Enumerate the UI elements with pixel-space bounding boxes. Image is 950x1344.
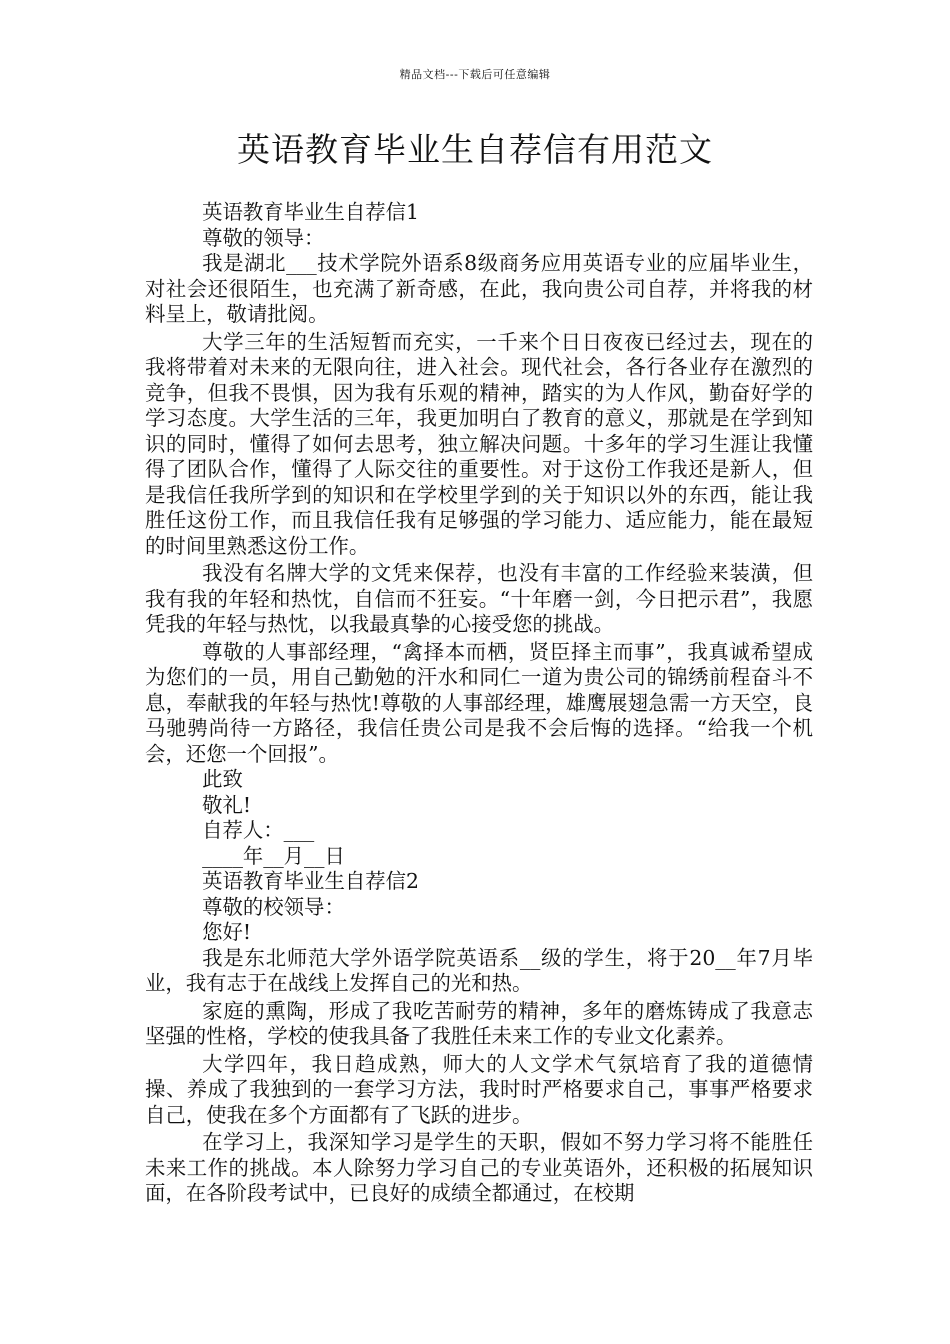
body-paragraph: 我是湖北___技术学院外语系8级商务应用英语专业的应届毕业生，对社会还很陌生，也充满了新奇感，在此，我向贵公司自荐，并将我的材料呈上，敬请批阅。 bbox=[145, 251, 813, 326]
closing-line: 此致 bbox=[202, 767, 243, 791]
greeting: 您好! bbox=[202, 920, 252, 944]
letter-heading-1: 英语教育毕业生自荐信1 bbox=[202, 200, 419, 224]
body-paragraph: 我没有名牌大学的文凭来保荐，也没有丰富的工作经验来装潢，但我有我的年轻和热忱，自信而不狂妄。“十年磨一剑，今日把示君”，我愿凭我的年轻与热忱，以我最真挚的心接受您的挑战。 bbox=[145, 561, 813, 636]
date-line: ____年__月__日 bbox=[202, 843, 345, 868]
closing-regards: 敬礼! bbox=[202, 792, 252, 817]
salutation: 尊敬的校领导： bbox=[202, 894, 345, 919]
letter-heading-2: 英语教育毕业生自荐信2 bbox=[202, 869, 419, 893]
body-paragraph: 家庭的熏陶，形成了我吃苦耐劳的精神，多年的磨炼铸成了我意志坚强的性格，学校的使我具备了我胜任未来工作的专业文化素养。 bbox=[145, 998, 813, 1048]
salutation: 尊敬的领导： bbox=[202, 225, 325, 250]
body-paragraph: 在学习上，我深知学习是学生的天职，假如不努力学习将不能胜任未来工作的挑战。本人除努力学习自己的专业英语外，还积极的拓展知识面，在各阶段考试中，已良好的成绩全都通过，在校期 bbox=[145, 1130, 813, 1205]
body-paragraph: 大学四年，我日趋成熟，师大的人文学术气氛培育了我的道德情操、养成了我独到的一套学习方法，我时时严格要求自己，事事严格要求自己，使我在多个方面都有了飞跃的进步。 bbox=[145, 1051, 813, 1127]
signature-line: 自荐人：___ bbox=[202, 818, 315, 842]
document-body bbox=[145, 200, 813, 1207]
document-title: 英语教育毕业生自荐信有用范文 bbox=[237, 130, 713, 169]
page-header-note: 精品文档---下载后可任意编辑 bbox=[399, 68, 551, 81]
body-paragraph: 尊敬的人事部经理，“禽择本而栖，贤臣择主而事”，我真诚希望成为您们的一员，用自己勤勉的汗水和同仁一道为贵公司的锦绣前程奋斗不息，奉献我的年轻与热忱!尊敬的人事部经理，雄鹰展翅急需一方天空，良马驰骋尚待一方路径，我信任贵公司是我不会后悔的选择。“给我一个机会，还您一个回报”。 bbox=[145, 639, 813, 766]
body-paragraph: 大学三年的生活短暂而充实，一千来个日日夜夜已经过去，现在的我将带着对未来的无限向往，进入社会。现代社会，各行各业存在激烈的竞争，但我不畏惧，因为我有乐观的精神，踏实的为人作风，勤奋好学的学习态度。大学生活的三年，我更加明白了教育的意义，那就是在学到知识的同时，懂得了如何去思考，独立解决问题。十多年的学习生涯让我懂得了团队合作，懂得了人际交往的重要性。对于这份工作我还是新人，但是我信任我所学到的知识和在学校里学到的关于知识以外的东西，能让我胜任这份工作，而且我信任我有足够强的学习能力、适应能力，能在最短的时间里熟悉这份工作。 bbox=[145, 329, 813, 558]
body-paragraph: 我是东北师范大学外语学院英语系__级的学生，将于20__年7月毕业，我有志于在战线上发挥自己的光和热。 bbox=[145, 945, 813, 995]
